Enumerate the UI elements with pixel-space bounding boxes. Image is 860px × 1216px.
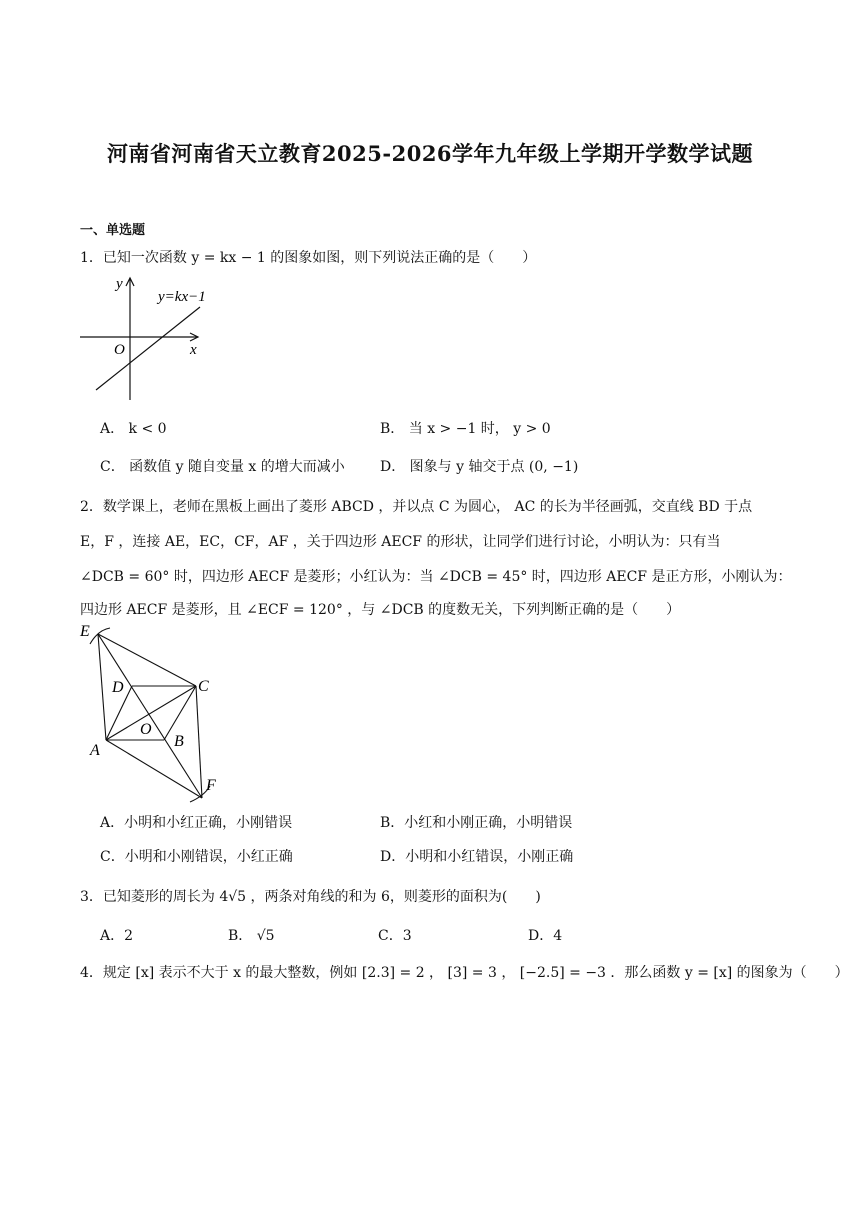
- func-label: y=kx−1: [158, 289, 206, 305]
- q3-option-a[interactable]: A．2: [100, 928, 134, 944]
- q3-stem: 3．已知菱形的周长为 4√5 ，两条对角线的和为 6，则菱形的面积为( ): [80, 889, 541, 905]
- line-ef: [98, 634, 202, 798]
- q4-stem: 4．规定 [x] 表示不大于 x 的最大整数，例如 [2.3] = 2 ， [3] = 3 ， [−2.5] = −3 ．那么函数 y = [x] 的图象为（ ）: [80, 965, 849, 981]
- segment-fa: [106, 740, 202, 798]
- segment-ae: [98, 634, 106, 740]
- q1-option-c[interactable]: C． 函数值 y 随自变量 x 的增大而减小: [100, 459, 345, 475]
- segment-cf: [196, 686, 202, 798]
- q2-line-3: ∠DCB = 60° 时，四边形 AECF 是菱形；小红认为：当 ∠DCB = 45° 时，四边形 AECF 是正方形，小刚认为：: [80, 569, 792, 585]
- page-title: 河南省河南省天立教育2025-2026学年九年级上学期开学数学试题: [106, 141, 754, 166]
- label-c: C: [198, 678, 209, 695]
- y-axis-label: y: [116, 276, 123, 292]
- q2-line-4: 四边形 AECF 是菱形，且 ∠ECF = 120° ，与 ∠DCB 的度数无关，下列判断正确的是（ ）: [80, 602, 681, 618]
- section-heading: 一、单选题: [80, 223, 146, 238]
- label-d: D: [112, 679, 124, 696]
- q1-stem: 1．已知一次函数 y = kx − 1 的图象如图，则下列说法正确的是（ ）: [80, 250, 537, 266]
- q1-option-a[interactable]: A． k < 0: [100, 421, 167, 437]
- label-b: B: [174, 733, 184, 750]
- q1-option-d[interactable]: D． 图象与 y 轴交于点 (0, −1): [380, 459, 579, 475]
- q2-option-b[interactable]: B．小红和小刚正确，小明错误: [380, 815, 573, 831]
- origin-label: O: [114, 342, 125, 358]
- q1-graph: [76, 272, 226, 404]
- q3-option-c[interactable]: C．3: [378, 928, 412, 944]
- q2-line-1: 2．数学课上，老师在黑板上画出了菱形 ABCD ，并以点 C 为圆心， AC 的长为半径画弧，交直线 BD 于点: [80, 499, 753, 515]
- arc-mark-e: [90, 628, 110, 644]
- label-o: O: [140, 721, 152, 738]
- q2-option-c[interactable]: C．小明和小刚错误，小红正确: [100, 849, 293, 865]
- q2-option-d[interactable]: D．小明和小红错误，小刚正确: [380, 849, 574, 865]
- segment-bc: [164, 686, 196, 740]
- q2-option-a[interactable]: A．小明和小红正确，小刚错误: [100, 815, 293, 831]
- x-axis-label: x: [190, 342, 197, 358]
- q1-option-b[interactable]: B． 当 x > −1 时， y > 0: [380, 421, 551, 437]
- q2-figure: [76, 620, 236, 805]
- label-a: A: [90, 742, 100, 759]
- function-line: [96, 307, 200, 390]
- q3-option-d[interactable]: D．4: [528, 928, 563, 944]
- label-f: F: [206, 777, 216, 794]
- q2-line-2: E，F ，连接 AE，EC，CF，AF ，关于四边形 AECF 的形状，让同学们进行讨论，小明认为：只有当: [80, 534, 721, 550]
- label-e: E: [80, 623, 90, 640]
- q3-option-b[interactable]: B． √5: [228, 928, 275, 944]
